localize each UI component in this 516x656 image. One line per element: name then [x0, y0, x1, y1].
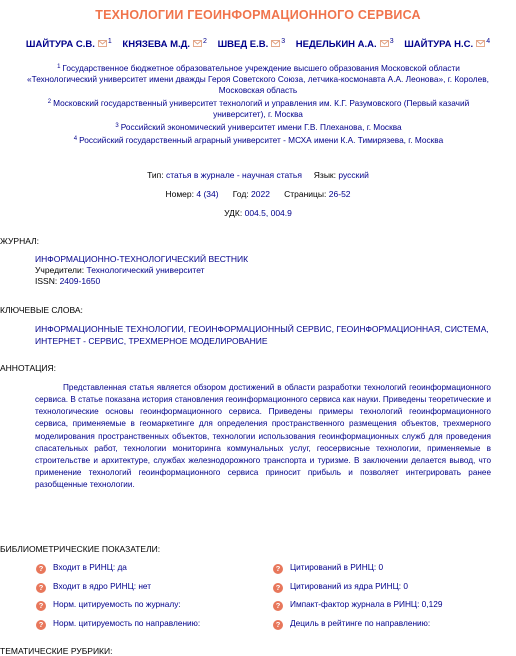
- year-label: Год:: [232, 189, 249, 199]
- keywords-text[interactable]: ИНФОРМАЦИОННЫЕ ТЕХНОЛОГИИ, ГЕОИНФОРМАЦИОННЫЙ СЕРВИС, ГЕОИНФОРМАЦИОННАЯ, СИСТЕМА, ИНТЕРНЕТ - СЕРВИС, ТРЕХМЕРНОЕ МОДЕЛИРОВАНИЕ: [35, 324, 489, 346]
- stat-text: Норм. цитируемость по направлению:: [53, 617, 201, 628]
- author-name[interactable]: НЕДЕЛЬКИН А.А.: [295, 39, 377, 51]
- author-list: [0, 38, 516, 50]
- question-icon[interactable]: ?: [273, 583, 283, 593]
- language-label: Язык:: [313, 170, 337, 180]
- author-affiliation-number: 3: [389, 38, 394, 45]
- founders-value: Технологический университет: [86, 265, 205, 275]
- stat-text: Цитирований в РИНЦ: 0: [290, 562, 384, 572]
- envelope-icon[interactable]: [271, 40, 280, 47]
- author-affiliation-number: 1: [107, 38, 112, 45]
- rubrics-heading: ТЕМАТИЧЕСКИЕ РУБРИКИ:: [0, 646, 113, 656]
- founders-label: Учредители:: [35, 265, 85, 275]
- stat-text: Дециль в рейтинге по направлению:: [290, 617, 431, 628]
- author-name[interactable]: ШВЕД Е.В.: [217, 39, 269, 51]
- article-title: ТЕХНОЛОГИИ ГЕОИНФОРМАЦИОННОГО СЕРВИСА: [95, 8, 421, 22]
- question-icon[interactable]: ?: [36, 564, 46, 574]
- author-affiliation-number: 2: [203, 38, 207, 45]
- meta-udc: [0, 208, 516, 218]
- stat-text: Импакт-фактор журнала в РИНЦ: 0,129: [290, 599, 443, 609]
- stat-item: [36, 562, 127, 574]
- affiliation-text: Московский государственный университет технологий и управления им. К.Г. Разумовского (Первый казачий университет), г. Москва: [53, 98, 470, 119]
- stat-item: [273, 618, 430, 630]
- author-affiliation-number: 4: [486, 38, 491, 45]
- year-value: 2022: [251, 189, 270, 199]
- affiliation-text: Российский государственный аграрный университет - МСХА имени К.А. Тимирязева, г. Москва: [79, 135, 444, 145]
- journal-block: [35, 254, 248, 287]
- affiliation-number: 1: [57, 64, 61, 70]
- author-name[interactable]: КНЯЗЕВА М.Д.: [122, 39, 191, 51]
- journal-founders: [35, 265, 248, 276]
- journal-issn: [35, 276, 248, 287]
- author-link[interactable]: [26, 39, 112, 50]
- affiliation-text: Государственное бюджетное образовательное учреждение высшего образования Московской области «Технологический университет имени дважды Героя Советского Союза, летчика-космонавта А.А. Леонова», г. Королев, Московская область: [27, 63, 489, 95]
- type-label: Тип:: [147, 170, 164, 180]
- question-icon[interactable]: ?: [273, 564, 283, 574]
- stat-item: [273, 562, 383, 574]
- bibliometrics-heading: БИБЛИОМЕТРИЧЕСКИЕ ПОКАЗАТЕЛИ:: [0, 544, 161, 554]
- affiliation-item: [22, 62, 494, 96]
- stat-item: [273, 581, 408, 593]
- bibliometrics-table: [36, 562, 506, 636]
- journal-heading: ЖУРНАЛ:: [0, 236, 40, 246]
- affiliation-item: [22, 97, 494, 120]
- udc-value: 004.5, 004.9: [244, 208, 292, 218]
- affiliation-item: [22, 134, 494, 146]
- pages-label: Страницы:: [284, 189, 327, 199]
- journal-name-link[interactable]: ИНФОРМАЦИОННО-ТЕХНОЛОГИЧЕСКИЙ ВЕСТНИК: [35, 254, 249, 264]
- author-link[interactable]: [122, 39, 207, 50]
- number-label: Номер:: [165, 189, 194, 199]
- stat-row: [36, 562, 506, 581]
- stat-row: [36, 618, 506, 637]
- question-icon[interactable]: ?: [273, 620, 283, 630]
- affiliation-number: 2: [47, 99, 52, 105]
- question-icon[interactable]: ?: [36, 583, 46, 593]
- affiliation-number: 4: [73, 136, 78, 142]
- question-icon[interactable]: ?: [273, 601, 283, 611]
- envelope-icon[interactable]: [476, 40, 485, 47]
- stat-item: [36, 618, 200, 630]
- author-link[interactable]: [218, 39, 286, 50]
- author-link[interactable]: [404, 39, 490, 50]
- affiliation-list: [22, 62, 494, 147]
- meta-type-language: [0, 170, 516, 180]
- affiliation-text: Российский экономический университет имени Г.В. Плеханова, г. Москва: [120, 122, 402, 132]
- stat-text: Входит в ядро РИНЦ: нет: [53, 580, 152, 591]
- stat-text: Входит в РИНЦ: да: [53, 562, 127, 572]
- envelope-icon[interactable]: [193, 40, 202, 47]
- abstract-text: Представленная статья является обзором достижений в области разработки технологий геоинформационного сервиса. В статье показана история становления геоинформационного сервиса как науки. Приведены теоретические и технологические основы геоинформационного сервиса. Приведены примеры технологий геоинформационного сервиса, применяемые в геомаркетинге для определения пространственного размещения объектов, трехмерного моделирования пространственных объектов, технологии использования геоинформационных служб для проведения спасательных работ, технологии мониторинга коммунальных услуг, геосервисные технологии, применяемые в строительстве и архитектуре, службах железнодорожного транспорта и туризме. В заключении делается вывод, что применение технологий геоинформационного сервиса приносит прибыль и позволяет интегрировать ранее разобщенные технологии.: [35, 383, 491, 490]
- meta-number-year-pages: [0, 189, 516, 199]
- stat-item: [36, 581, 151, 593]
- envelope-icon[interactable]: [380, 40, 389, 47]
- stat-text: Норм. цитируемость по журналу:: [53, 599, 181, 609]
- issn-label: ISSN:: [35, 276, 58, 286]
- author-affiliation-number: 3: [281, 38, 286, 45]
- abstract-heading: АННОТАЦИЯ:: [0, 363, 57, 373]
- affiliation-number: 3: [115, 123, 119, 129]
- stat-item: [36, 599, 181, 611]
- pages-value: 26-52: [328, 189, 351, 199]
- stat-row: [36, 599, 506, 618]
- stat-text: Цитирований из ядра РИНЦ: 0: [290, 580, 408, 591]
- author-link[interactable]: [296, 39, 394, 50]
- question-icon[interactable]: ?: [36, 601, 46, 611]
- language-value: русский: [338, 170, 369, 180]
- stat-item: [273, 599, 442, 611]
- type-value: статья в журнале - научная статья: [165, 170, 302, 180]
- author-name[interactable]: ШАЙТУРА С.В.: [25, 39, 95, 51]
- affiliation-item: [22, 121, 494, 133]
- number-value[interactable]: 4 (34): [196, 189, 219, 199]
- udc-label: УДК:: [224, 208, 243, 218]
- author-name[interactable]: ШАЙТУРА Н.С.: [404, 39, 474, 51]
- issn-value: 2409-1650: [59, 276, 101, 286]
- stat-row: [36, 581, 506, 600]
- question-icon[interactable]: ?: [36, 620, 46, 630]
- keywords-heading: КЛЮЧЕВЫЕ СЛОВА:: [0, 305, 83, 315]
- envelope-icon[interactable]: [98, 40, 107, 47]
